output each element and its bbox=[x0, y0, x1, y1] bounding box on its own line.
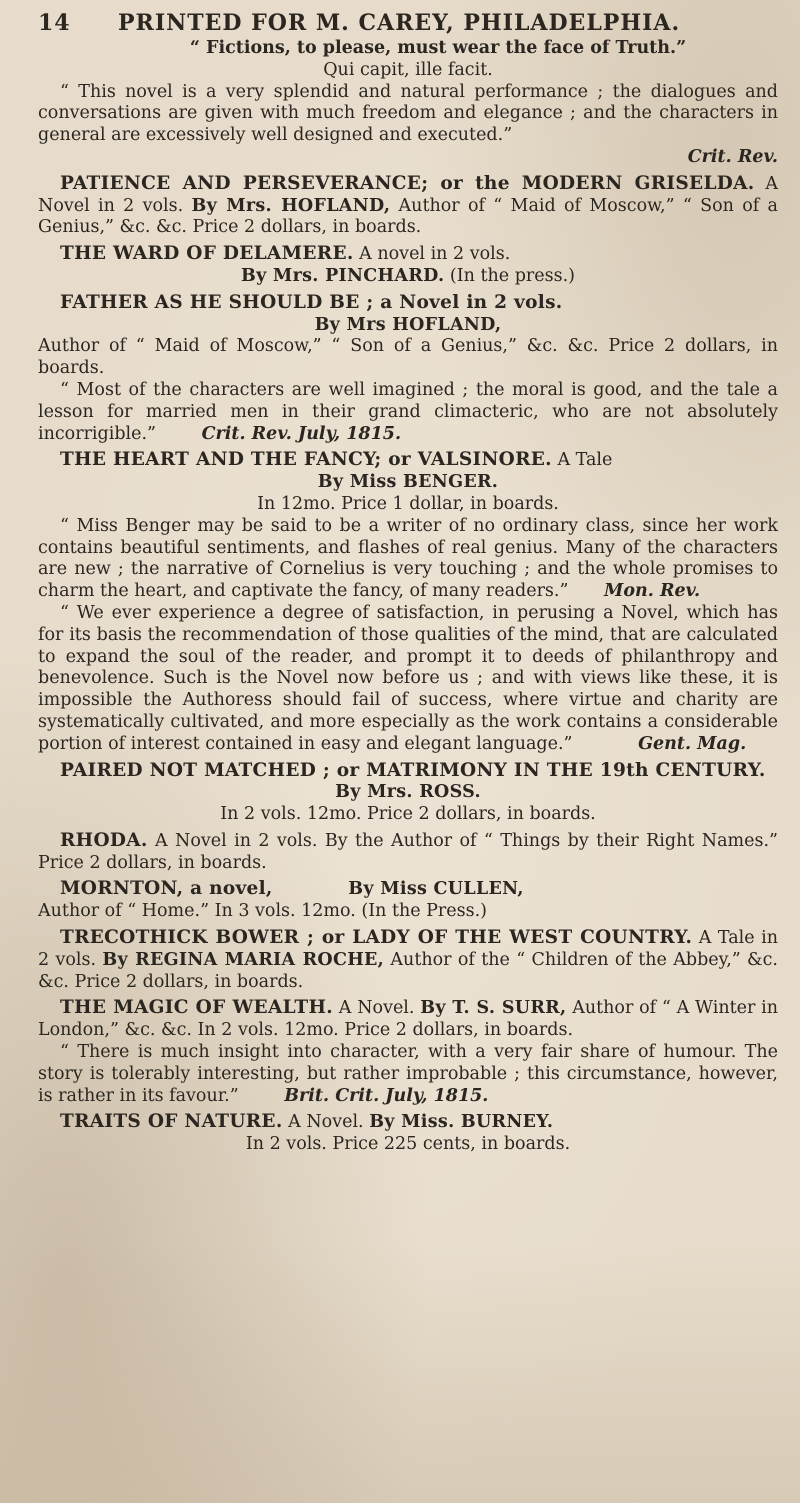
book-entry: TRAITS OF NATURE. A Novel. By Miss. BURNEY. bbox=[60, 1111, 554, 1133]
review-quote: “ Most of the characters are well imagined ; the moral is good, and the tale a lesson for married men in their grand climacteric, who are not absolutely incorrigible.” Crit. Rev. July, 1815. bbox=[38, 379, 778, 444]
book-entry: THE MAGIC OF WEALTH. A Novel. By T. S. SURR, Author of “ A Winter in London,” &c. &c. In 2 vols. 12mo. Price 2 dollars, in boards. bbox=[38, 997, 778, 1041]
paper-stain bbox=[0, 1243, 800, 1503]
book-entry: MORNTON, a novel, By Miss CULLEN, bbox=[60, 878, 524, 900]
book-entry: PATIENCE AND PERSEVERANCE; or the MODERN GRISELDA. A Novel in 2 vols. By Mrs. HOFLAND, Author of “ Maid of Moscow,” “ Son of a Genius,” &c. &c. Price 2 dollars, in boards. bbox=[38, 172, 778, 238]
book-entry: THE HEART AND THE FANCY; or VALSINORE. A Tale bbox=[60, 449, 613, 471]
book-details: In 2 vols. 12mo. Price 2 dollars, in boards. bbox=[220, 804, 596, 825]
book-details: In 12mo. Price 1 dollar, in boards. bbox=[257, 493, 559, 514]
book-details: Author of “ Maid of Moscow,” “ Son of a Genius,” &c. &c. Price 2 dollars, in boards. bbox=[38, 336, 778, 379]
book-entry: TRECOTHICK BOWER ; or LADY OF THE WEST COUNTRY. A Tale in 2 vols. By REGINA MARIA ROCHE, Author of the “ Children of the Abbey,” &c. &c. Price 2 dollars, in boards. bbox=[38, 927, 778, 992]
review-source: Crit. Rev. bbox=[687, 146, 778, 167]
book-author: By Miss BENGER. bbox=[317, 472, 499, 493]
review-quote: “ Miss Benger may be said to be a writer of no ordinary class, since her work contains beautiful sentiments, and flashes of real genius. Many of the characters are new ; the narrative of Cornelius is very touching ; and the whole promises to charm the heart, and captivate the fancy, of many readers.” Mon. Rev. bbox=[38, 515, 778, 602]
page-number: 14 bbox=[38, 10, 71, 36]
book-entry: PAIRED NOT MATCHED ; or MATRIMONY IN THE 19th CENTURY. bbox=[60, 759, 766, 781]
book-details: In 2 vols. Price 225 cents, in boards. bbox=[245, 1134, 571, 1155]
book-entry: FATHER AS HE SHOULD BE ; a Novel in 2 vols. bbox=[60, 291, 563, 313]
book-author: By Mrs HOFLAND, bbox=[314, 314, 502, 335]
review-quote: “ We ever experience a degree of satisfaction, in perusing a Novel, which has for its basis the recommendation of those qualities of the mind, that are calculated to expand the soul of the reader, and prompt it to deeds of philanthropy and benevolence. Such is the Novel now before us ; and with views like these, it is impossible the Authoress should fail of success, where virtue and charity are systematically cultivated, and more especially as the work contains a considerable portion of interest contained in easy and elegant language.” Gent. Mag. bbox=[38, 602, 778, 754]
review-quote: “ This novel is a very splendid and natural performance ; the dialogues and conversations are given with much freedom and elegance ; and the characters in general are excessively well designed and executed.” bbox=[38, 81, 778, 146]
running-head: PRINTED FOR M. CAREY, PHILADELPHIA. bbox=[118, 10, 681, 36]
epigraph-latin: Qui capit, ille facit. bbox=[323, 59, 493, 80]
book-details: Author of “ Home.” In 3 vols. 12mo. (In the Press.) bbox=[38, 901, 488, 922]
book-author: By Mrs. PINCHARD. (In the press.) bbox=[240, 265, 575, 286]
page-header bbox=[38, 10, 778, 36]
review-quote: “ There is much insight into character, with a very fair share of humour. The story is tolerably interesting, but rather improbable ; this circumstance, however, is rather in its favour.” Brit. Crit. July, 1815. bbox=[38, 1042, 778, 1106]
book-author: By Mrs. ROSS. bbox=[335, 782, 481, 803]
book-entry: THE WARD OF DELAMERE. A novel in 2 vols. bbox=[60, 243, 511, 265]
book-entry: RHODA. A Novel in 2 vols. By the Author of “ Things by their Right Names.” Price 2 dollars, in boards. bbox=[38, 829, 778, 873]
epigraph: “ Fictions, to please, must wear the face of Truth.” bbox=[189, 38, 687, 58]
